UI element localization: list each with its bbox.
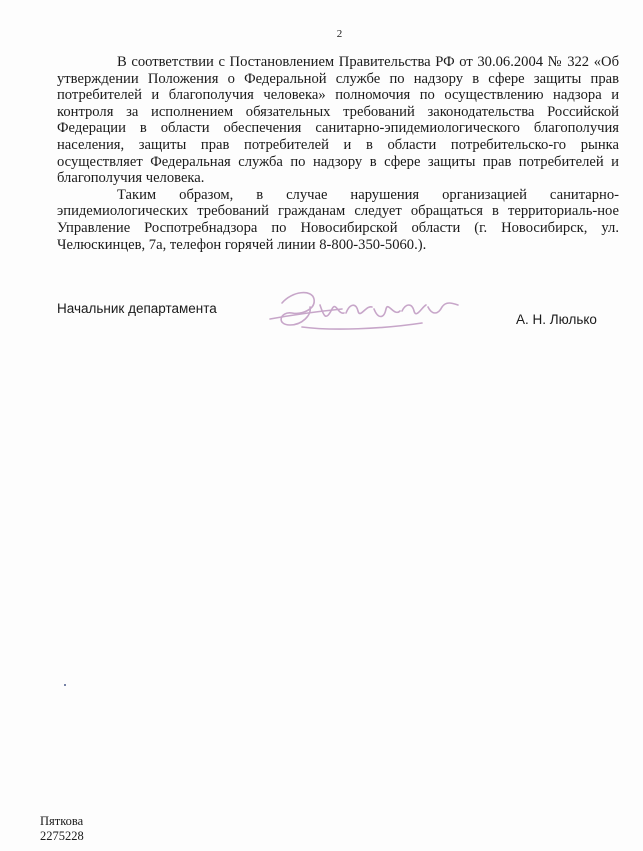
paragraph-conclusion: Таким образом, в случае нарушения организацией санитарно-эпидемиологических требований гражданам следует обращаться в территориаль-ное Управление Роспотребнадзора по Новосибирской области (г. Новосибирск, ул. Челюскинцев, 7а, телефон горячей линии 8-800-350-5060.). bbox=[57, 186, 619, 253]
paragraph-legal-basis: В соответствии с Постановлением Правительства РФ от 30.06.2004 № 322 «Об утверждении Положения о Федеральной службе по надзору в сфере защиты прав потребителей и благополучия человека» полномочия по осуществлению надзора и контроля за исполнением обязательных требований законодательства Российской Федерации в области обеспечения санитарно-эпидемиологического благополучия населения, защиты прав потребителей и в области потребительско-го рынка осуществляет Федеральная служба по надзору в сфере защиты прав потребителей и благополучия человека. bbox=[57, 54, 619, 187]
ink-dot bbox=[64, 684, 66, 686]
page-number: 2 bbox=[336, 28, 343, 40]
signature-block bbox=[0, 285, 643, 345]
signer-title: Начальник департамента bbox=[57, 301, 217, 316]
handwritten-signature bbox=[262, 285, 467, 337]
executor-block bbox=[40, 814, 84, 844]
executor-name: Пяткова bbox=[40, 814, 84, 828]
letter-body bbox=[57, 54, 619, 253]
executor-phone: 2275228 bbox=[40, 829, 84, 843]
signer-name: А. Н. Люлько bbox=[516, 312, 597, 327]
